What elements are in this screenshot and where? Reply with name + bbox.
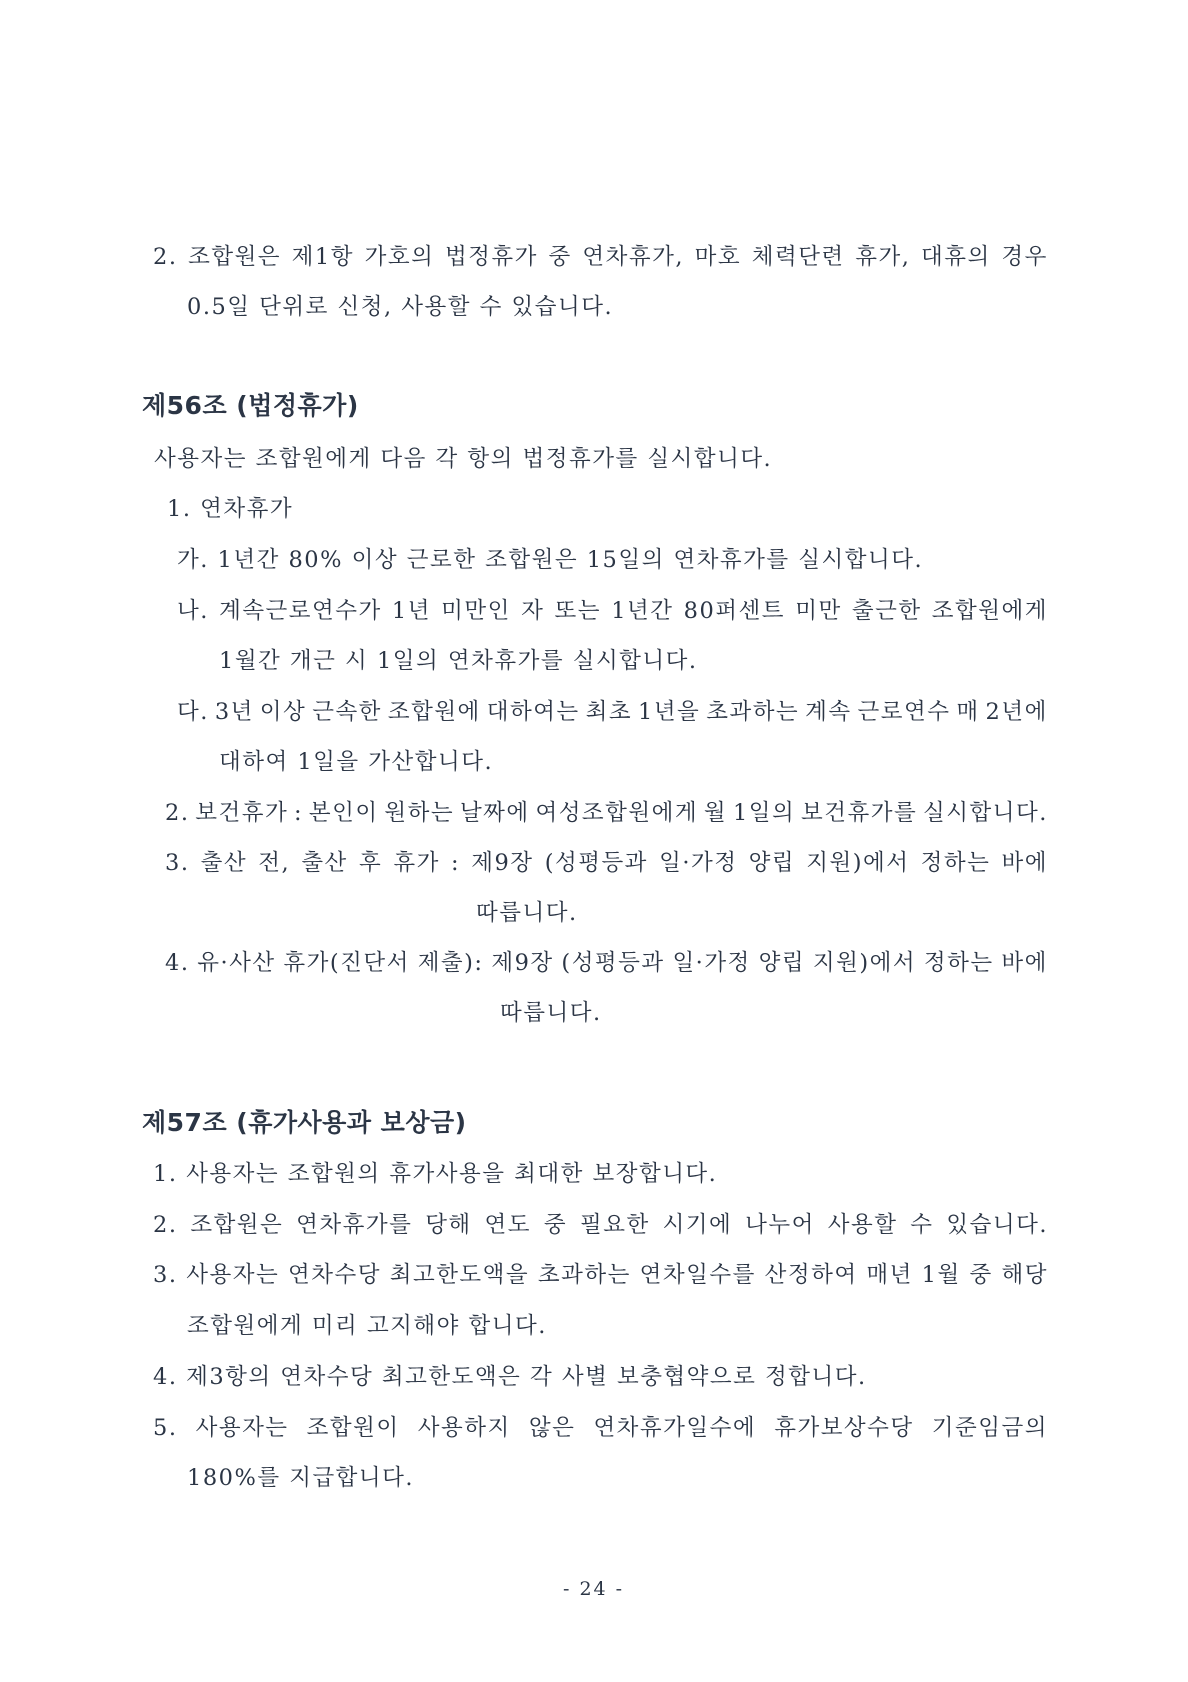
article-57-item-3-line-1: 3. 사용자는 연차수당 최고한도액을 초과하는 연차일수를 산정하여 매년 1월 중 해당 [153,1262,1048,1288]
article-57-item-2: 2. 조합원은 연차휴가를 당해 연도 중 필요한 시기에 나누어 사용할 수 있습니다. [153,1212,1048,1238]
article-56-item-4-line-2: 따릅니다. [500,1000,602,1026]
article-56-subitem-da-line-2: 대하여 1일을 가산합니다. [219,749,494,775]
item-2-line-1: 2. 조합원은 제1항 가호의 법정휴가 중 연차휴가, 마호 체력단련 휴가, 대휴의 경우 [153,244,1048,270]
article-57-item-1: 1. 사용자는 조합원의 휴가사용을 최대한 보장합니다. [153,1161,718,1187]
article-56-subitem-da-line-1: 다. 3년 이상 근속한 조합원에 대하여는 최초 1년을 초과하는 계속 근로연수 매 2년에 [177,699,1048,725]
article-57-item-5-line-2: 180%를 지급합니다. [187,1465,415,1491]
item-2-line-2: 0.5일 단위로 신청, 사용할 수 있습니다. [187,294,614,320]
article-56-item-3-line-1: 3. 출산 전, 출산 후 휴가 : 제9장 (성평등과 일·가정 양립 지원)에서 정하는 바에 [165,850,1048,876]
article-57-heading: 제57조 (휴가사용과 보상금) [142,1108,467,1137]
article-57-item-3-line-2: 조합원에게 미리 고지해야 합니다. [187,1313,547,1339]
page-number: - 24 - [563,1578,625,1600]
article-56-intro: 사용자는 조합원에게 다음 각 항의 법정휴가를 실시합니다. [154,446,773,472]
article-56-subitem-na-line-1: 나. 계속근로연수가 1년 미만인 자 또는 1년간 80퍼센트 미만 출근한 조합원에게 [177,598,1048,624]
article-56-heading: 제56조 (법정휴가) [142,391,359,420]
article-56-item-4-line-1: 4. 유·사산 휴가(진단서 제출): 제9장 (성평등과 일·가정 양립 지원)에서 정하는 바에 [165,950,1048,976]
article-57-item-4: 4. 제3항의 연차수당 최고한도액은 각 사별 보충협약으로 정합니다. [153,1364,867,1390]
article-56-subitem-na-line-2: 1월간 개근 시 1일의 연차휴가를 실시합니다. [219,648,698,674]
article-56-item-2: 2. 보건휴가 : 본인이 원하는 날짜에 여성조합원에게 월 1일의 보건휴가를 실시합니다. [165,800,1048,826]
article-56-subitem-ga: 가. 1년간 80% 이상 근로한 조합원은 15일의 연차휴가를 실시합니다. [177,547,924,573]
article-56-item-3-line-2: 따릅니다. [476,900,578,926]
article-57-item-5-line-1: 5. 사용자는 조합원이 사용하지 않은 연차휴가일수에 휴가보상수당 기준임금의 [153,1415,1048,1441]
article-56-item-1: 1. 연차휴가 [167,496,294,522]
